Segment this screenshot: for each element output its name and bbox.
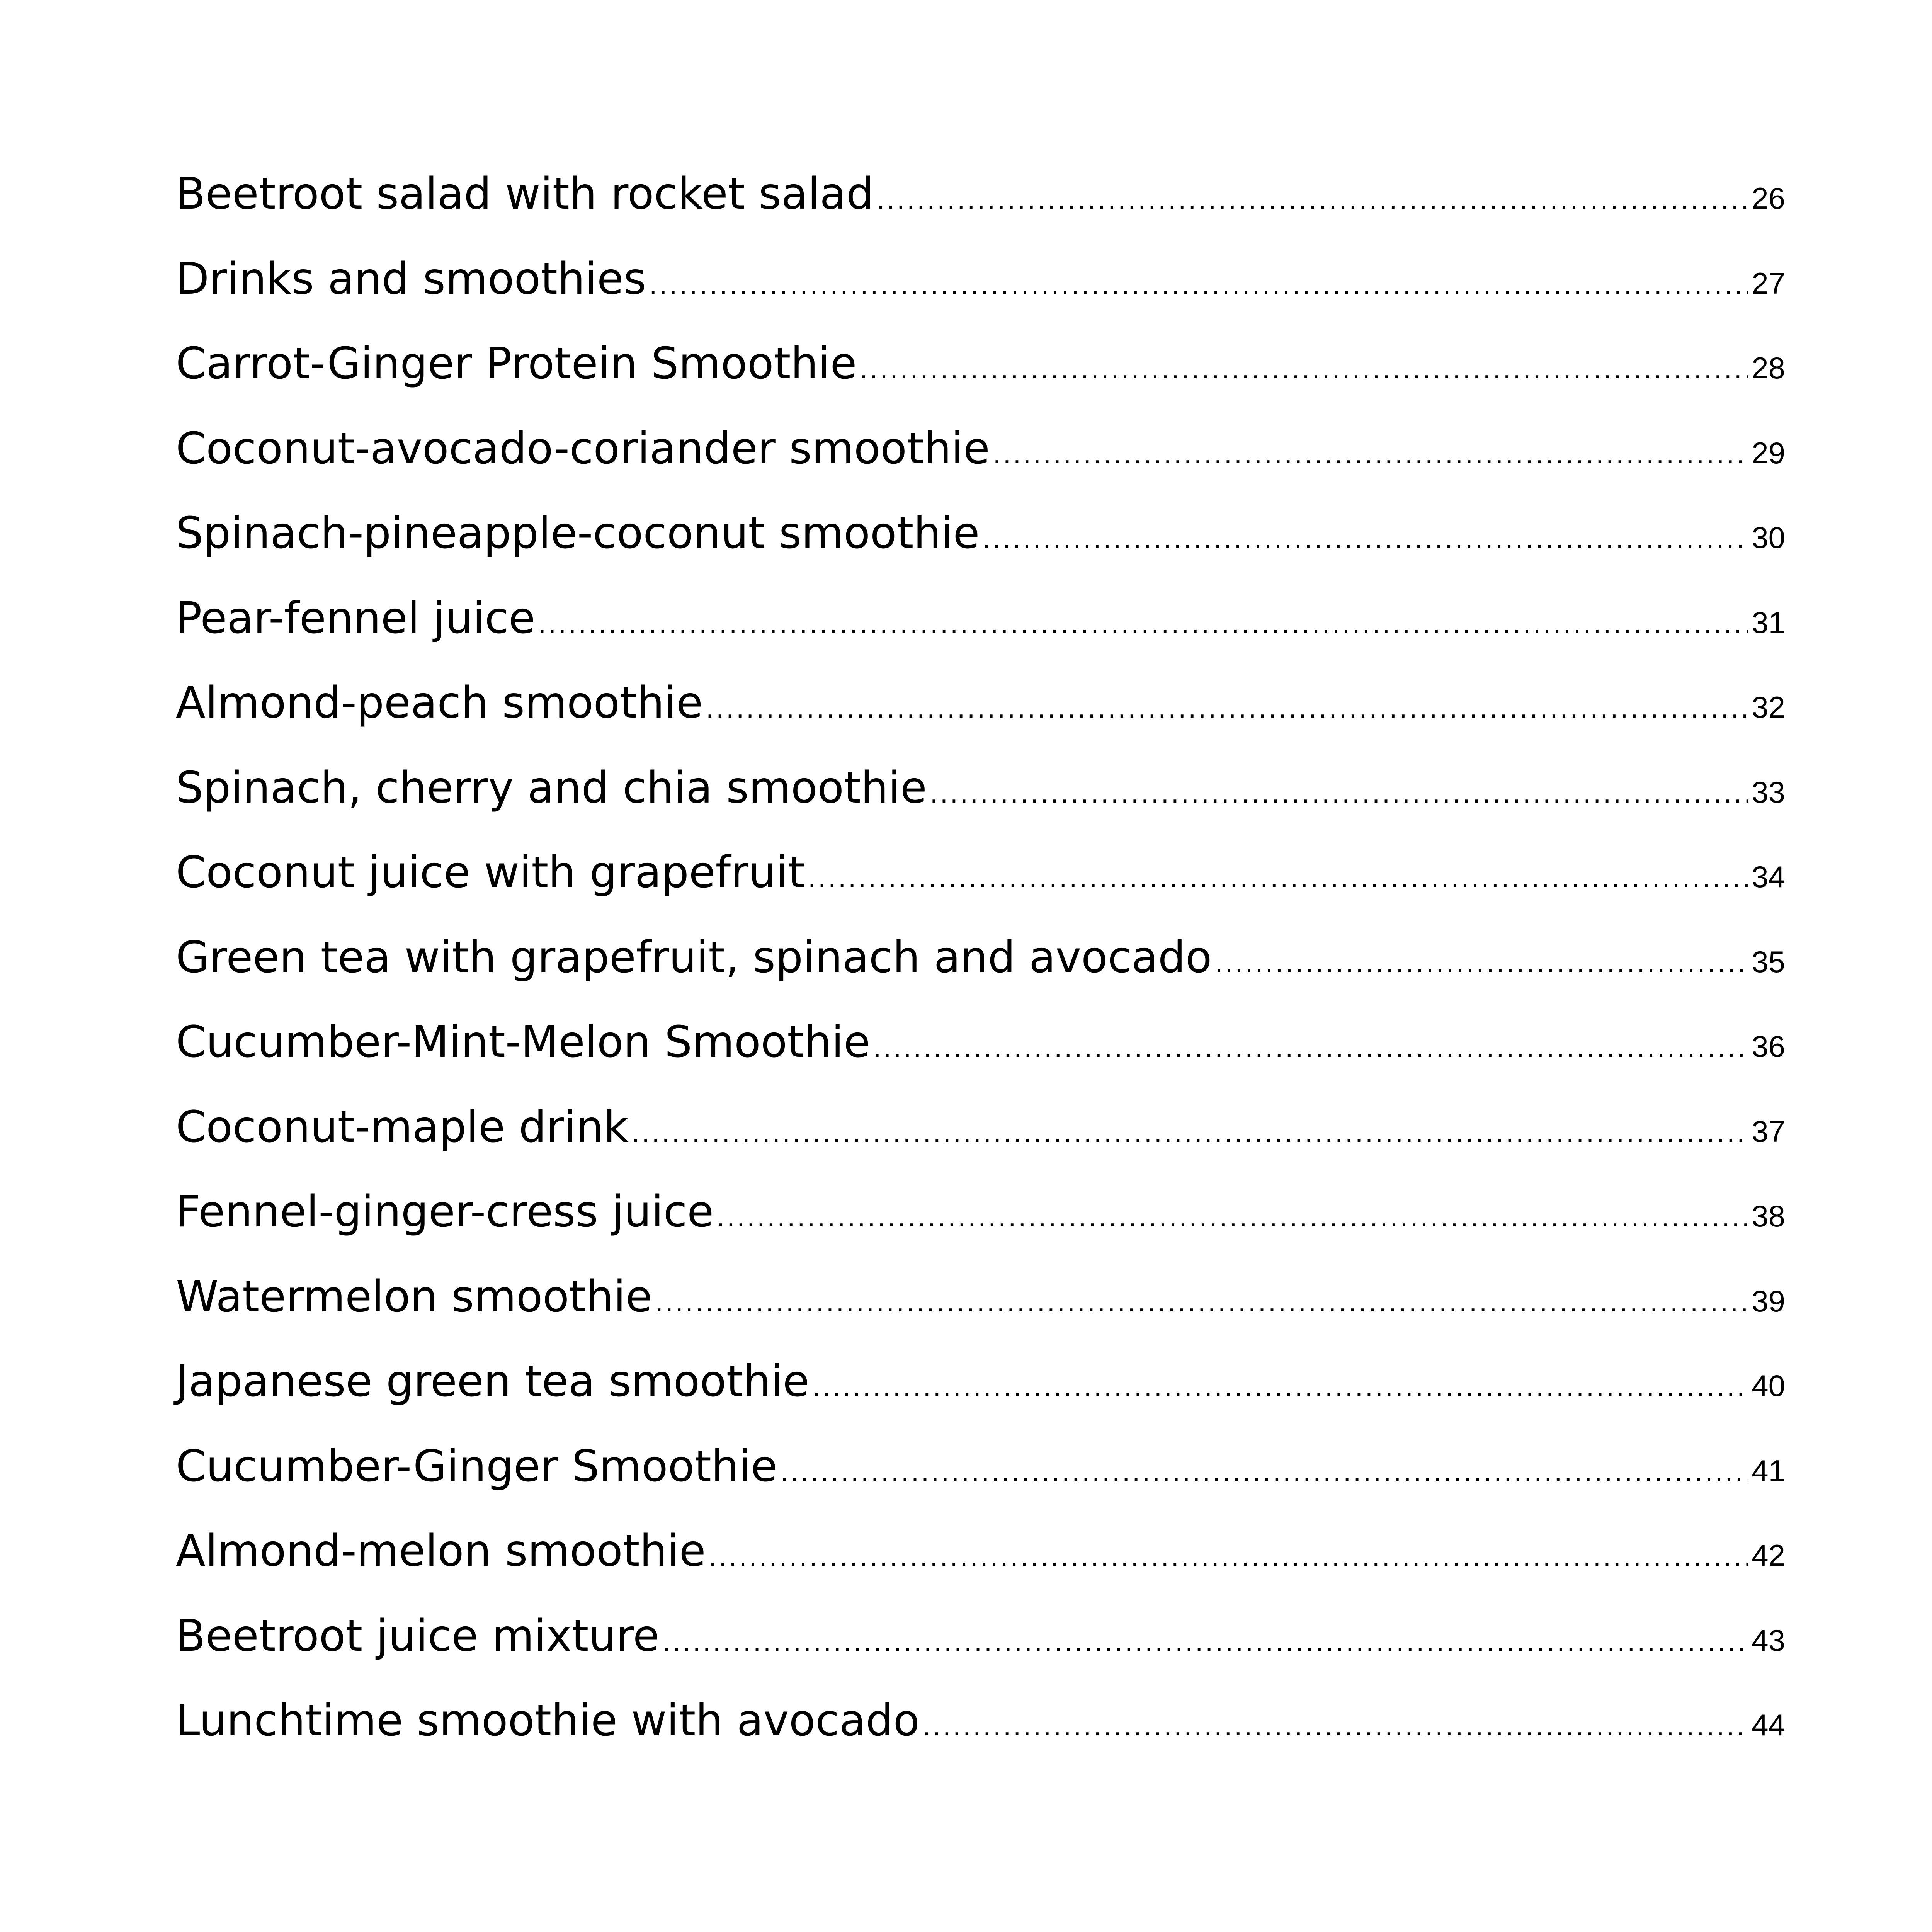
dot-leader xyxy=(813,1373,1749,1401)
toc-entry-title: Japanese green tea smoothie xyxy=(176,1356,810,1406)
toc-page-number: 43 xyxy=(1752,1623,1785,1657)
toc-entry[interactable] xyxy=(176,1696,1785,1784)
toc-entry[interactable] xyxy=(176,593,1785,682)
toc-entry[interactable] xyxy=(176,338,1785,427)
toc-page-number: 44 xyxy=(1752,1708,1785,1742)
toc-entry-title: Coconut-avocado-coriander smoothie xyxy=(176,423,990,474)
toc-page-number: 39 xyxy=(1752,1284,1785,1318)
dot-leader xyxy=(538,610,1748,638)
toc-entry[interactable] xyxy=(176,423,1785,512)
dot-leader xyxy=(663,1628,1748,1655)
toc-page-number: 30 xyxy=(1752,520,1785,554)
toc-page-number: 38 xyxy=(1752,1199,1785,1233)
dot-leader xyxy=(709,1543,1749,1570)
toc-entry-title: Green tea with grapefruit, spinach and avocado xyxy=(176,932,1212,983)
toc-entry[interactable] xyxy=(176,1441,1785,1530)
dot-leader xyxy=(983,525,1748,553)
toc-entry-title: Watermelon smoothie xyxy=(176,1271,652,1322)
toc-page-number: 28 xyxy=(1752,351,1785,385)
toc-entry-title: Pear-fennel juice xyxy=(176,593,536,643)
toc-page-number: 34 xyxy=(1752,860,1785,894)
dot-leader xyxy=(877,185,1748,213)
dot-leader xyxy=(923,1712,1748,1740)
toc-entry-title: Almond-melon smoothie xyxy=(176,1526,706,1576)
toc-page-number: 29 xyxy=(1752,435,1785,470)
toc-page-number: 41 xyxy=(1752,1453,1785,1488)
toc-entry[interactable] xyxy=(176,678,1785,766)
dot-leader xyxy=(632,1119,1749,1146)
toc-entry-title: Spinach-pineapple-coconut smoothie xyxy=(176,508,980,558)
toc-entry-title: Coconut juice with grapefruit xyxy=(176,847,805,898)
toc-entry[interactable] xyxy=(176,1017,1785,1105)
toc-page-number: 42 xyxy=(1752,1538,1785,1572)
toc-entry-title: Lunchtime smoothie with avocado xyxy=(176,1696,920,1746)
toc-entry[interactable] xyxy=(176,169,1785,257)
toc-entry-title: Beetroot salad with rocket salad xyxy=(176,169,874,219)
toc-entry[interactable] xyxy=(176,847,1785,936)
dot-leader xyxy=(873,1034,1748,1061)
dot-leader xyxy=(993,440,1748,468)
dot-leader xyxy=(655,1288,1748,1316)
dot-leader xyxy=(930,779,1748,807)
dot-leader xyxy=(649,270,1748,298)
toc-entry-title: Cucumber-Ginger Smoothie xyxy=(176,1441,777,1492)
toc-entry-title: Coconut-maple drink xyxy=(176,1102,629,1152)
dot-leader xyxy=(781,1458,1748,1486)
toc-entry[interactable] xyxy=(176,1356,1785,1445)
toc-page-number: 31 xyxy=(1752,605,1785,639)
toc-entry-title: Beetroot juice mixture xyxy=(176,1611,660,1661)
toc-entry[interactable] xyxy=(176,1611,1785,1699)
toc-entry-title: Fennel-ginger-cress juice xyxy=(176,1187,714,1237)
toc-entry[interactable] xyxy=(176,1526,1785,1614)
toc-entry[interactable] xyxy=(176,1187,1785,1275)
toc-entry[interactable] xyxy=(176,253,1785,342)
dot-leader xyxy=(860,355,1748,383)
toc-page-number: 36 xyxy=(1752,1029,1785,1063)
toc-entry-title: Spinach, cherry and chia smoothie xyxy=(176,762,927,813)
toc-entry-title: Cucumber-Mint-Melon Smoothie xyxy=(176,1017,871,1067)
toc-page-number: 27 xyxy=(1752,266,1785,300)
toc-entry[interactable] xyxy=(176,1271,1785,1360)
toc-page-number: 37 xyxy=(1752,1114,1785,1148)
dot-leader xyxy=(808,864,1748,892)
table-of-contents xyxy=(176,169,1785,1784)
toc-page-number: 26 xyxy=(1752,181,1785,215)
toc-entry-title: Almond-peach smoothie xyxy=(176,678,703,728)
dot-leader xyxy=(706,694,1748,722)
toc-page-number: 35 xyxy=(1752,944,1785,979)
dot-leader xyxy=(1215,949,1748,977)
dot-leader xyxy=(717,1203,1748,1231)
toc-entry[interactable] xyxy=(176,1102,1785,1190)
toc-page-number: 33 xyxy=(1752,775,1785,809)
toc-entry-title: Carrot-Ginger Protein Smoothie xyxy=(176,338,857,389)
toc-page-number: 40 xyxy=(1752,1369,1785,1403)
toc-entry-title: Drinks and smoothies xyxy=(176,253,646,304)
toc-entry[interactable] xyxy=(176,762,1785,851)
toc-entry[interactable] xyxy=(176,508,1785,597)
toc-page-number: 32 xyxy=(1752,690,1785,724)
toc-entry[interactable] xyxy=(176,932,1785,1021)
